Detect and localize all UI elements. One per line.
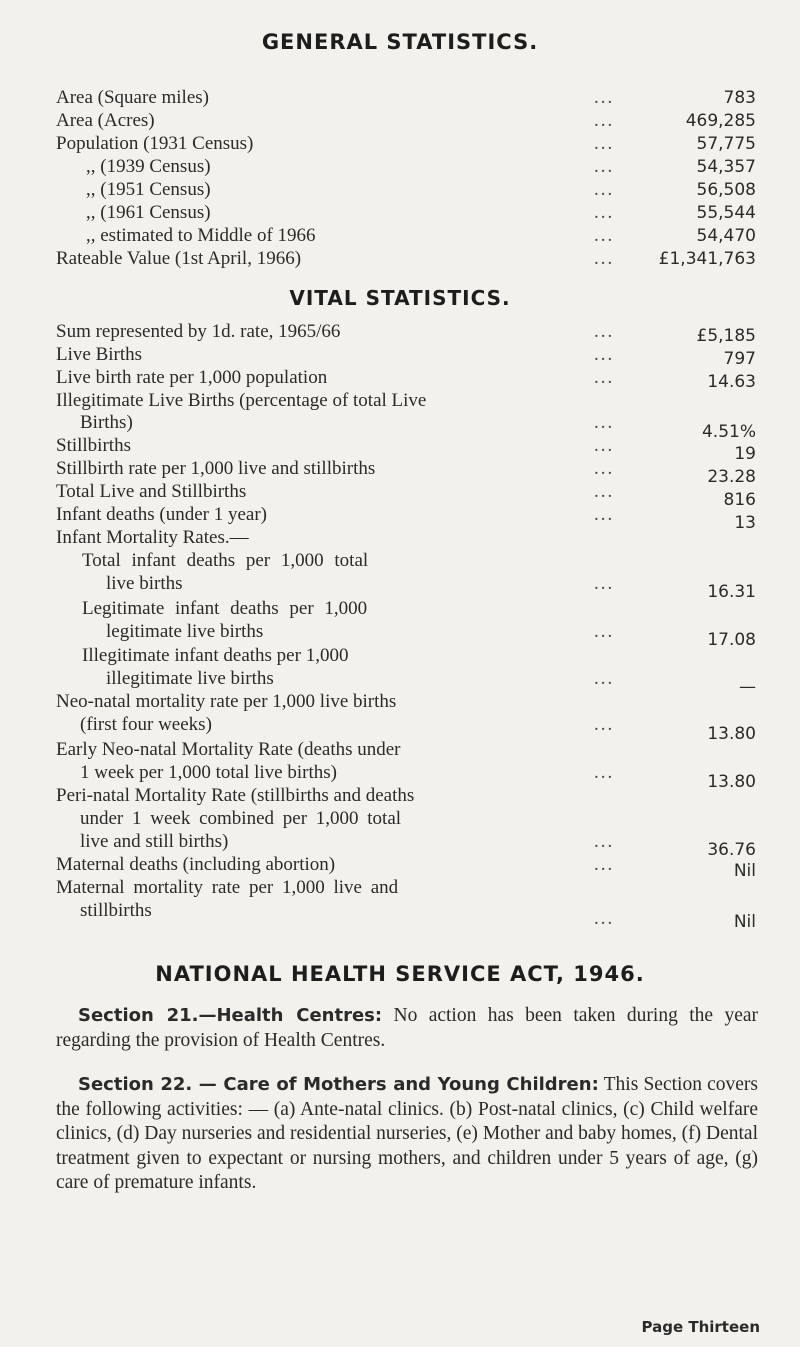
stat-value: 797	[723, 349, 756, 369]
stat-value: £5,185	[696, 326, 756, 346]
stat-row: Population (1931 Census) ... 57,775	[56, 133, 756, 154]
stat-value: Nil	[733, 912, 756, 932]
stat-value: 54,357	[696, 157, 756, 177]
stat-value: 783	[723, 88, 756, 108]
stat-label: Live Births	[56, 344, 143, 365]
stat-label: Stillbirth rate per 1,000 live and stillbirths	[56, 458, 376, 479]
stat-label: Births)	[80, 412, 133, 433]
stat-value: 16.31	[707, 582, 756, 602]
stat-value: 4.51%	[701, 422, 756, 442]
stat-value: 57,775	[696, 134, 756, 154]
stat-value: 36.76	[707, 840, 756, 860]
stat-label: Peri-natal Mortality Rate (stillbirths and deaths	[56, 785, 415, 806]
stat-label: Maternal deaths (including abortion)	[56, 854, 336, 875]
stat-value: —	[739, 677, 756, 697]
stat-label: Neo-natal mortality rate per 1,000 live births	[56, 691, 397, 712]
stat-value: 19	[734, 444, 756, 464]
nhs-act-heading: NATIONAL HEALTH SERVICE ACT, 1946.	[155, 962, 645, 986]
stat-label: Area (Acres)	[56, 110, 155, 131]
stat-label: legitimate live births	[106, 621, 264, 642]
section-22-paragraph	[56, 1073, 758, 1196]
general-statistics-heading: GENERAL STATISTICS.	[261, 30, 539, 54]
section-22-heading: Section 22. — Care of Mothers and Young Children:	[78, 1074, 599, 1095]
page-number: Page Thirteen	[641, 1318, 760, 1336]
vital-statistics-heading: VITAL STATISTICS.	[289, 286, 511, 310]
stat-value: £1,341,763	[658, 249, 756, 269]
stat-label: ,, (1939 Census)	[86, 156, 211, 177]
stat-label: Illegitimate Live Births (percentage of total Live	[56, 390, 427, 411]
stat-label: ,, (1961 Census)	[86, 202, 211, 223]
stat-label: (first four weeks)	[80, 714, 212, 735]
stat-value: 56,508	[696, 180, 756, 200]
stat-row: ,, estimated to Middle of 1966 ... 54,470	[86, 225, 756, 246]
stat-value: Nil	[733, 861, 756, 881]
stat-label: Maternal mortality rate per 1,000 live and	[56, 877, 399, 898]
stat-label: Sum represented by 1d. rate, 1965/66	[56, 321, 341, 342]
stat-label: Live birth rate per 1,000 population	[56, 367, 328, 388]
stat-label: illegitimate live births	[106, 668, 274, 689]
stat-value: 816	[723, 490, 756, 510]
stat-value: 14.63	[707, 372, 756, 392]
stat-row: ,, (1961 Census) ... 55,544	[86, 202, 756, 223]
stat-row: Area (Square miles) ... 783	[56, 87, 756, 108]
stat-label: live births	[106, 573, 183, 594]
stat-value: 55,544	[696, 203, 756, 223]
stat-label: Population (1931 Census)	[56, 133, 254, 154]
stat-label: Infant deaths (under 1 year)	[56, 504, 268, 525]
section-21-paragraph	[56, 1004, 758, 1053]
stat-row: ,, (1951 Census) ... 56,508	[86, 179, 756, 200]
stat-label: 1 week per 1,000 total live births)	[80, 762, 337, 783]
stat-label: Area (Square miles)	[56, 87, 209, 108]
document-page: GENERAL STATISTICS. Area (Square miles) ... 783 Area (Acres) ... 469,285 Population (1931 Census) ... 57,775 ,, (1939 Census) ... 54,357 ,, (1951 Census) ... 56,508 ,, (1961 Census) ... 55,544 ,, estimated to Middle of 1966 ... 54,470 Rateable Value (1st April, 1966) ... £1,341,763 VITAL STATISTICS. Sum represented by 1d. rate, 1965/66 ... £5,185 Live Births ... 797 Live birth rate per 1,000 population ... 14.63 Illegitimate Live Births (percentage of total Live Births) ... 4.51% Stillbirths ... 19 Stillbirth rate per 1,000 live and stillbirths ... 23.28 Total Live and Stillbirths ... 816 Infant deaths (under 1 year) ... 13 Infant Mortality Rates.— Total infant deaths per 1,000 total live births ... 16.31 Legitimate infant deaths per 1,000 legitimate live births ... 17.08 Illegitimate infant deaths per 1,000 illegitimate live births ... — Neo-natal mortality rate per 1,000 live births (first four weeks) ... 13.80 Early Neo-natal Mortality Rate (deaths under 1 week per 1,000 total live births) ... 13.80 Peri-natal Mortality Rate (stillbirths and deaths under 1 week combined per 1,000 total live and still births) ... 36.76 Maternal deaths (including abortion) ... Nil Maternal mortality rate per 1,000 live and stillbirths ... Nil NATIONAL HEALTH SERVICE ACT, 1946. Section 21.—Health Centres: No action has been taken during the year regarding the provision of Health Centres. Section 22. — Care of Mothers and Young Children: This Section covers the following activities: — (a) Ante-natal clinics. (b) Post-natal clinics, (c) Child welfare clinics, (d) Day nurseries and residential nurseries, (e) Mother and baby homes, (f) Dental treatment given to expectant or nursing mothers, and children under 5 years of age, (g) care of premature infants. Page Thirteen	[0, 0, 800, 1347]
stat-label: Rateable Value (1st April, 1966)	[56, 248, 302, 269]
stat-value: 469,285	[685, 111, 756, 131]
stat-label: Illegitimate infant deaths per 1,000	[82, 645, 349, 666]
stat-value: 17.08	[707, 630, 756, 650]
stat-row: Area (Acres) ... 469,285	[56, 110, 756, 131]
stat-label: Infant Mortality Rates.—	[56, 527, 249, 548]
stat-value: 13.80	[707, 724, 756, 744]
stat-value: 13.80	[707, 772, 756, 792]
stat-row: Rateable Value (1st April, 1966) ... £1,341,763	[56, 248, 756, 269]
stat-label: Total infant deaths per 1,000 total	[82, 550, 369, 571]
stat-value: 54,470	[696, 226, 756, 246]
stat-label: live and still births)	[80, 831, 229, 852]
section-21-heading: Section 21.—Health Centres:	[78, 1005, 383, 1026]
stat-label: ,, estimated to Middle of 1966	[86, 225, 316, 246]
stat-value: 13	[734, 513, 756, 533]
stat-row: ,, (1939 Census) ... 54,357	[86, 156, 756, 177]
stat-label: under 1 week combined per 1,000 total	[80, 808, 402, 829]
stat-label: stillbirths	[80, 900, 152, 921]
section-22-text: This Section covers the following activities: — (a) Ante-natal clinics. (b) Post-natal clinics, (c) Child welfare clinics, (d) Day nurseries and residential nurseries, (e) Mother and baby homes, (f) Dental treatment given to expectant or nursing mothers, and children under 5 years of age, (g) care of premature infants.	[56, 1074, 759, 1193]
stat-value: 23.28	[707, 467, 756, 487]
stat-label: Stillbirths	[56, 435, 131, 456]
stat-label: Early Neo-natal Mortality Rate (deaths under	[56, 739, 401, 760]
stat-label: Total Live and Stillbirths	[56, 481, 247, 502]
stat-label: ,, (1951 Census)	[86, 179, 211, 200]
stat-label: Legitimate infant deaths per 1,000	[82, 598, 368, 619]
section-21-text: No action has been taken during the year regarding the provision of Health Centres.	[56, 1005, 758, 1051]
